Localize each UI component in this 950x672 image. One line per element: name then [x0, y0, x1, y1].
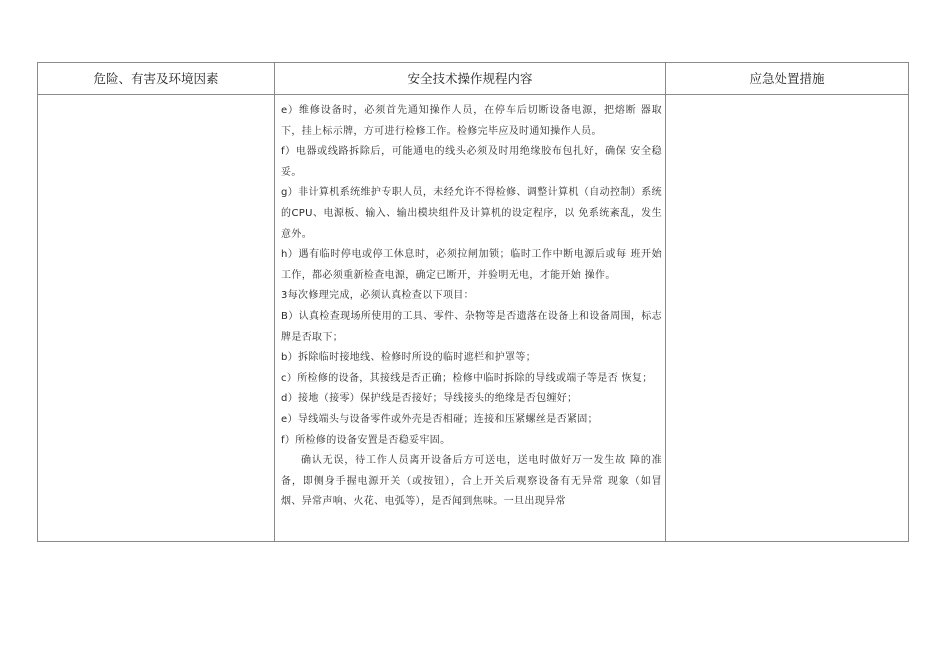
procedure-item: g）非计算机系统维护专职人员，未经允许不得检修、调整计算机（自动控制）系统的CPU、电源板、输入、输出模块组件及计算机的设定程序，以 免系统紊乱，发生意外。: [281, 187, 662, 240]
header-hazards: 危险、有害及环境因素: [93, 71, 219, 86]
table-header-row: [38, 63, 908, 95]
procedure-table: [37, 62, 909, 542]
procedure-item: b）拆除临时接地线、检修时所设的临时遮栏和护罩等；: [281, 352, 537, 364]
procedure-item: f）所检修的设备安置是否稳妥牢固。: [281, 434, 451, 446]
column-divider: [274, 63, 275, 542]
header-procedures: 安全技术操作规程内容: [407, 71, 533, 86]
column-divider: [665, 63, 666, 542]
procedure-item: c）所检修的设备，其接线是否正确；检修中临时拆除的导线或端子等是否 恢复；: [281, 372, 653, 384]
header-emergency: 应急处置措施: [749, 71, 825, 86]
procedure-paragraph: 确认无误，待工作人员离开设备后方可送电，送电时做好万一发生故 障的准备，即侧身手握电源开关（或按钮），合上开关后观察设备有无异常 现象（如冒烟、异常声响、火花、电弧等），是否闻到焦味。一旦出现异常: [281, 455, 662, 508]
procedure-item: B）认真检查现场所使用的工具、零件、杂物等是否遗落在设备上和设备周围，标志牌是否取下；: [281, 310, 662, 343]
procedure-item: h）遇有临时停电或停工休息时，必须拉闸加锁；临时工作中断电源后或每 班开始工作，都必须重新检查电源，确定已断开，并验明无电，才能开始 操作。: [281, 249, 662, 281]
procedure-item: 3每次修理完成，必须认真检查以下项目：: [281, 290, 475, 302]
procedure-content-cell: [281, 101, 662, 513]
procedure-item: e）维修设备时，必须首先通知操作人员，在停车后切断设备电源，把熔断 器取下，挂上标示牌，方可进行检修工作。检修完毕应及时通知操作人员。: [281, 105, 662, 137]
procedure-item: e）导线端头与设备零件或外壳是否相碰；连接和压紧螺丝是否紧固；: [281, 413, 599, 425]
procedure-item: f）电器或线路拆除后，可能通电的线头必须及时用绝缘胶布包扎好，确保 安全稳妥。: [281, 146, 662, 178]
procedure-item: d）接地（接零）保护线是否接好；导线接头的绝缘是否包缠好；: [281, 393, 578, 405]
